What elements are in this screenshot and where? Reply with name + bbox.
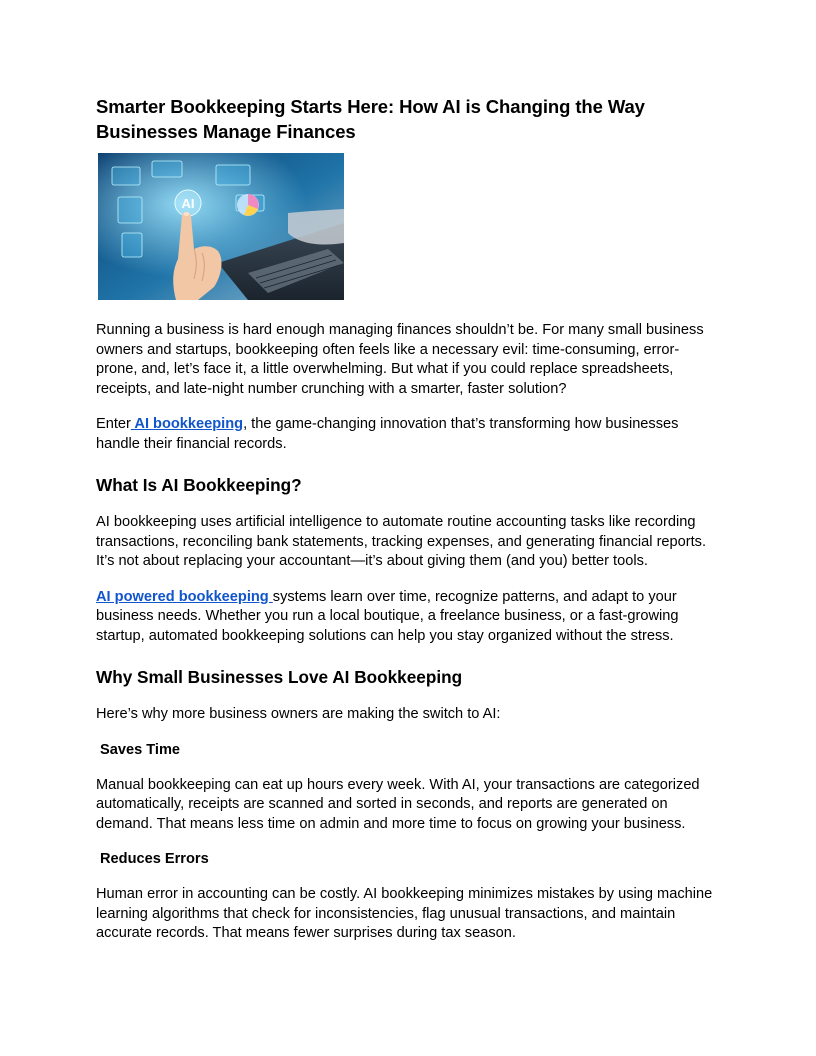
- hero-image: [98, 153, 344, 300]
- enter-suffix: , the game-changing innovation that’s transforming how businesses handle their financial records.: [96, 416, 679, 452]
- subheading-saves-time: Saves Time: [100, 741, 181, 758]
- ai-powered-bookkeeping-link[interactable]: AI powered bookkeeping: [96, 588, 273, 605]
- document-page: [96, 94, 720, 944]
- subheading-reduces-errors: Reduces Errors: [100, 851, 209, 867]
- ai-bookkeeping-link[interactable]: AI bookkeeping: [130, 416, 244, 432]
- article-title: Smarter Bookkeeping Starts Here: How AI is Changing the Way Businesses Manage Finances: [96, 96, 645, 142]
- reduces-errors-paragraph: Human error in accounting can be costly. AI bookkeeping minimizes mistakes by using machine learning algorithms that check for inconsistencies, flag unusual transactions, and maintain accurate records. That means fewer surprises during tax season.: [96, 886, 713, 941]
- enter-prefix: Enter: [96, 416, 131, 432]
- what-is-paragraph-2-text: systems learn over time, recognize patterns, and adapt to your business needs. Whether you run a local boutique, a freelance business, or a fast-growing startup, automated bookkeeping solutions can help you stay organized without the stress.: [96, 588, 679, 644]
- ai-badge-label: AI: [181, 196, 195, 211]
- section-heading-what-is: What Is AI Bookkeeping?: [96, 475, 302, 495]
- what-is-paragraph-2: [96, 588, 720, 647]
- saves-time-paragraph: Manual bookkeeping can eat up hours every week. With AI, your transactions are categorized automatically, receipts are scanned and sorted in seconds, and reports are generated on demand. That means less time on admin and more time to focus on growing your business.: [96, 776, 700, 832]
- what-is-paragraph-1: AI bookkeeping uses artificial intelligence to automate routine accounting tasks like recording transactions, reconciling bank statements, tracking expenses, and generating financial reports. It’s not about replacing your accountant—it’s about giving them (and you) better tools.: [96, 514, 707, 569]
- section-heading-why: Why Small Businesses Love AI Bookkeeping: [96, 667, 463, 687]
- ai-badge-icon: [175, 190, 201, 216]
- intro-paragraph: Running a business is hard enough managing finances shouldn’t be. For many small business owners and startups, bookkeeping often feels like a necessary evil: time-consuming, error-prone, and, let’s face it, a little overwhelming. But what if you could replace spreadsheets, receipts, and late-night number crunching with a smarter, faster solution?: [96, 322, 704, 397]
- enter-paragraph: [96, 415, 720, 454]
- why-lead-paragraph: Here’s why more business owners are making the switch to AI:: [96, 706, 501, 722]
- pie-chart-icon: [237, 194, 259, 216]
